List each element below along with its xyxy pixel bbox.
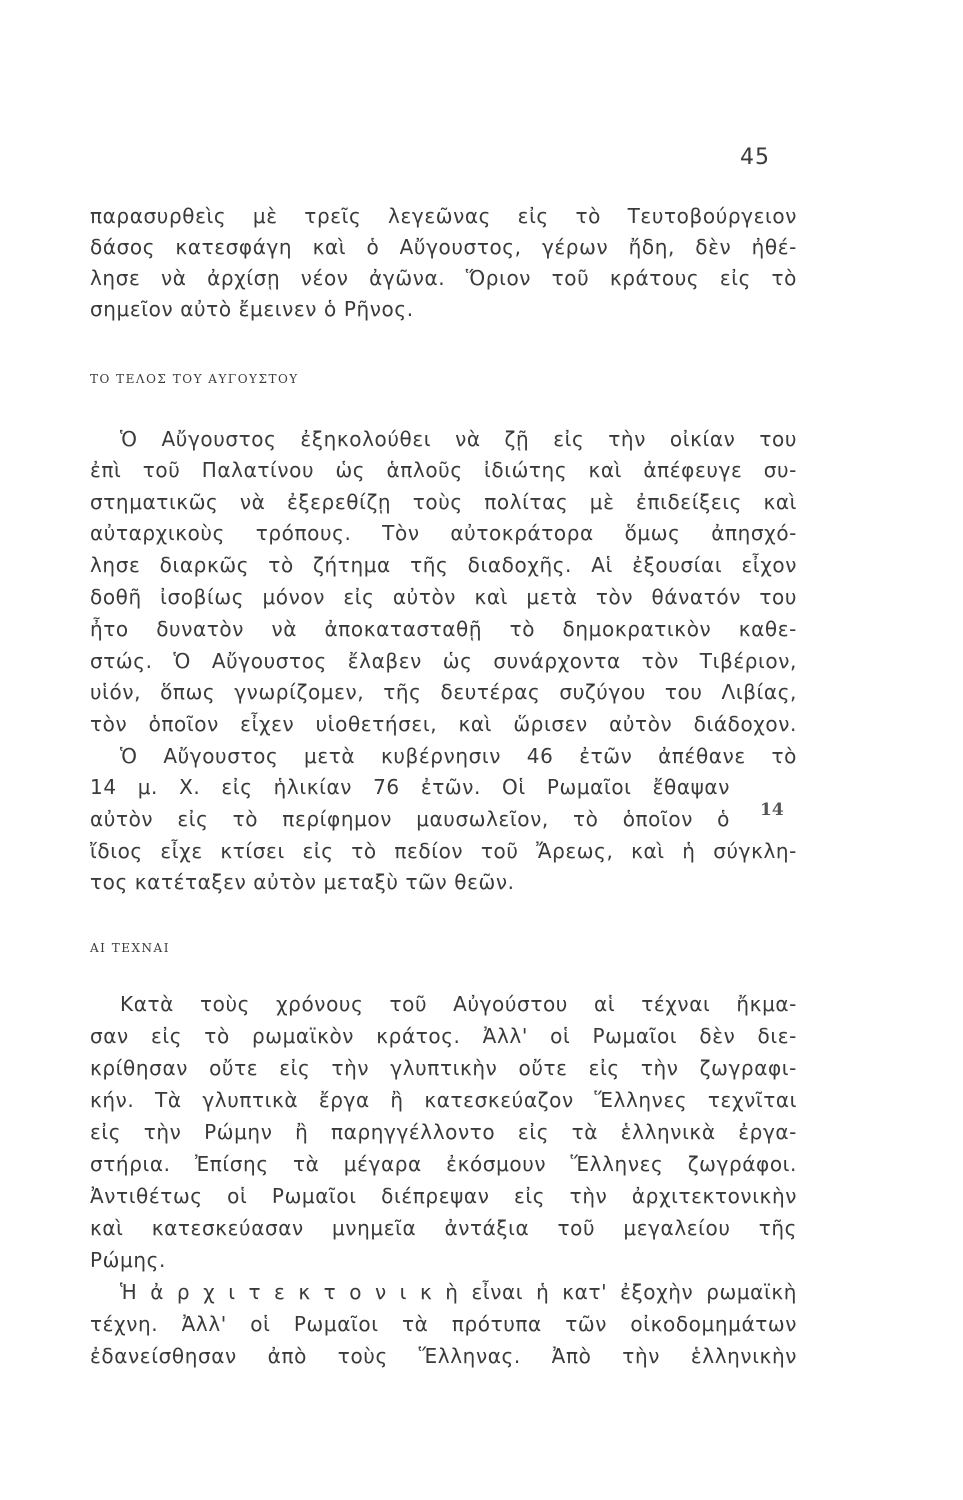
text-line: στήρια. Ἐπίσης τὰ μέγαρα ἐκόσμουν Ἕλληνες ζωγράφοι. bbox=[90, 1152, 797, 1176]
text-line: Ὁ Αὔγουστος μετὰ κυβέρνησιν 46 ἐτῶν ἀπέθανε τὸ bbox=[120, 744, 797, 768]
text-line: υἱόν, ὅπως γνωρίζομεν, τῆς δευτέρας συζύγου του Λιβίας, bbox=[90, 680, 797, 704]
text-line: ἴδιος εἶχε κτίσει εἰς τὸ πεδίον τοῦ Ἄρεως, καὶ ἡ σύγκλη- bbox=[90, 839, 797, 863]
text-line: δάσος κατεσφάγη καὶ ὁ Αὔγουστος, γέρων ἤδη, δὲν ἠθέ- bbox=[90, 235, 797, 259]
text-line: τος κατέταξεν αὐτὸν μεταξὺ τῶν θεῶν. bbox=[90, 870, 515, 894]
text-line: αὐταρχικοὺς τρόπους. Τὸν αὐτοκράτορα ὅμως ἀπησχό- bbox=[90, 521, 797, 545]
text-line: ἐπὶ τοῦ Παλατίνου ὡς ἁπλοῦς ἰδιώτης καὶ ἀπέφευγε συ- bbox=[90, 458, 797, 482]
text-line: λησε νὰ ἀρχίσῃ νέον ἀγῶνα. Ὅριον τοῦ κράτους εἰς τὸ bbox=[90, 266, 797, 290]
margin-number: 14 bbox=[760, 800, 784, 820]
text-line: Ρώμης. bbox=[90, 1248, 166, 1272]
text-line: σημεῖον αὐτὸ ἔμεινεν ὁ Ρῆνος. bbox=[90, 297, 414, 321]
text-line: αὐτὸν εἰς τὸ περίφημον μαυσωλεῖον, τὸ ὁποῖον ὁ bbox=[90, 807, 730, 831]
text-line: κήν. Τὰ γλυπτικὰ ἔργα ἢ κατεσκεύαζον Ἕλληνες τεχνῖται bbox=[90, 1088, 797, 1112]
text-line: τέχνη. Ἀλλ' οἱ Ρωμαῖοι τὰ πρότυπα τῶν οἰκοδομημάτων bbox=[90, 1312, 797, 1336]
text-line: στώς. Ὁ Αὔγουστος ἔλαβεν ὡς συνάρχοντα τὸν Τιβέριον, bbox=[90, 649, 797, 673]
text-line: στηματικῶς νὰ ἐξερεθίζῃ τοὺς πολίτας μὲ ἐπιδείξεις καὶ bbox=[90, 490, 797, 514]
text-line: σαν εἰς τὸ ρωμαϊκὸν κράτος. Ἀλλ' οἱ Ρωμαῖοι δὲν διε- bbox=[90, 1024, 797, 1048]
text-line: τὸν ὁποῖον εἶχεν υἱοθετήσει, καὶ ὥρισεν αὐτὸν διάδοχον. bbox=[90, 712, 797, 736]
text-line: ἦτο δυνατὸν νὰ ἀποκατασταθῇ τὸ δημοκρατικὸν καθε- bbox=[90, 617, 797, 641]
text-line: Ὁ Αὔγουστος ἐξηκολούθει νὰ ζῇ εἰς τὴν οἰκίαν του bbox=[120, 427, 797, 451]
text-line: εἰς τὴν Ρώμην ἢ παρηγγέλλοντο εἰς τὰ ἑλληνικὰ ἐργα- bbox=[90, 1120, 797, 1144]
text-line: Ἡ ἀ ρ χ ι τ ε κ τ ο ν ι κ ὴ εἶναι ἡ κατ' ἐξοχὴν ρωμαϊκὴ bbox=[120, 1280, 797, 1304]
text-line: Ἀντιθέτως οἱ Ρωμαῖοι διέπρεψαν εἰς τὴν ἀρχιτεκτονικὴν bbox=[90, 1184, 797, 1208]
text-line: καὶ κατεσκεύασαν μνημεῖα ἀντάξια τοῦ μεγαλείου τῆς bbox=[90, 1216, 797, 1240]
page-number: 45 bbox=[740, 145, 770, 170]
section-heading: ΑΙ ΤΕΧΝΑΙ bbox=[90, 941, 170, 955]
section-heading: ΤΟ ΤΕΛΟΣ ΤΟΥ ΑΥΓΟΥΣΤΟΥ bbox=[90, 372, 299, 386]
text-line: δοθῆ ἰσοβίως μόνον εἰς αὐτὸν καὶ μετὰ τὸν θάνατόν του bbox=[90, 585, 797, 609]
text-line: 14 μ. Χ. εἰς ἡλικίαν 76 ἐτῶν. Οἱ Ρωμαῖοι ἔθαψαν bbox=[90, 775, 730, 799]
text-line: Κατὰ τοὺς χρόνους τοῦ Αὐγούστου αἱ τέχναι ἤκμα- bbox=[120, 992, 797, 1016]
text-line: ἐδανείσθησαν ἀπὸ τοὺς Ἕλληνας. Ἀπὸ τὴν ἑλληνικὴν bbox=[90, 1344, 797, 1368]
text-line: παρασυρθεὶς μὲ τρεῖς λεγεῶνας εἰς τὸ Τευτοβούργειον bbox=[90, 204, 797, 228]
text-line: κρίθησαν οὔτε εἰς τὴν γλυπτικὴν οὔτε εἰς τὴν ζωγραφι- bbox=[90, 1056, 797, 1080]
text-line: λησε διαρκῶς τὸ ζήτημα τῆς διαδοχῆς. Αἱ ἐξουσίαι εἶχον bbox=[90, 553, 797, 577]
